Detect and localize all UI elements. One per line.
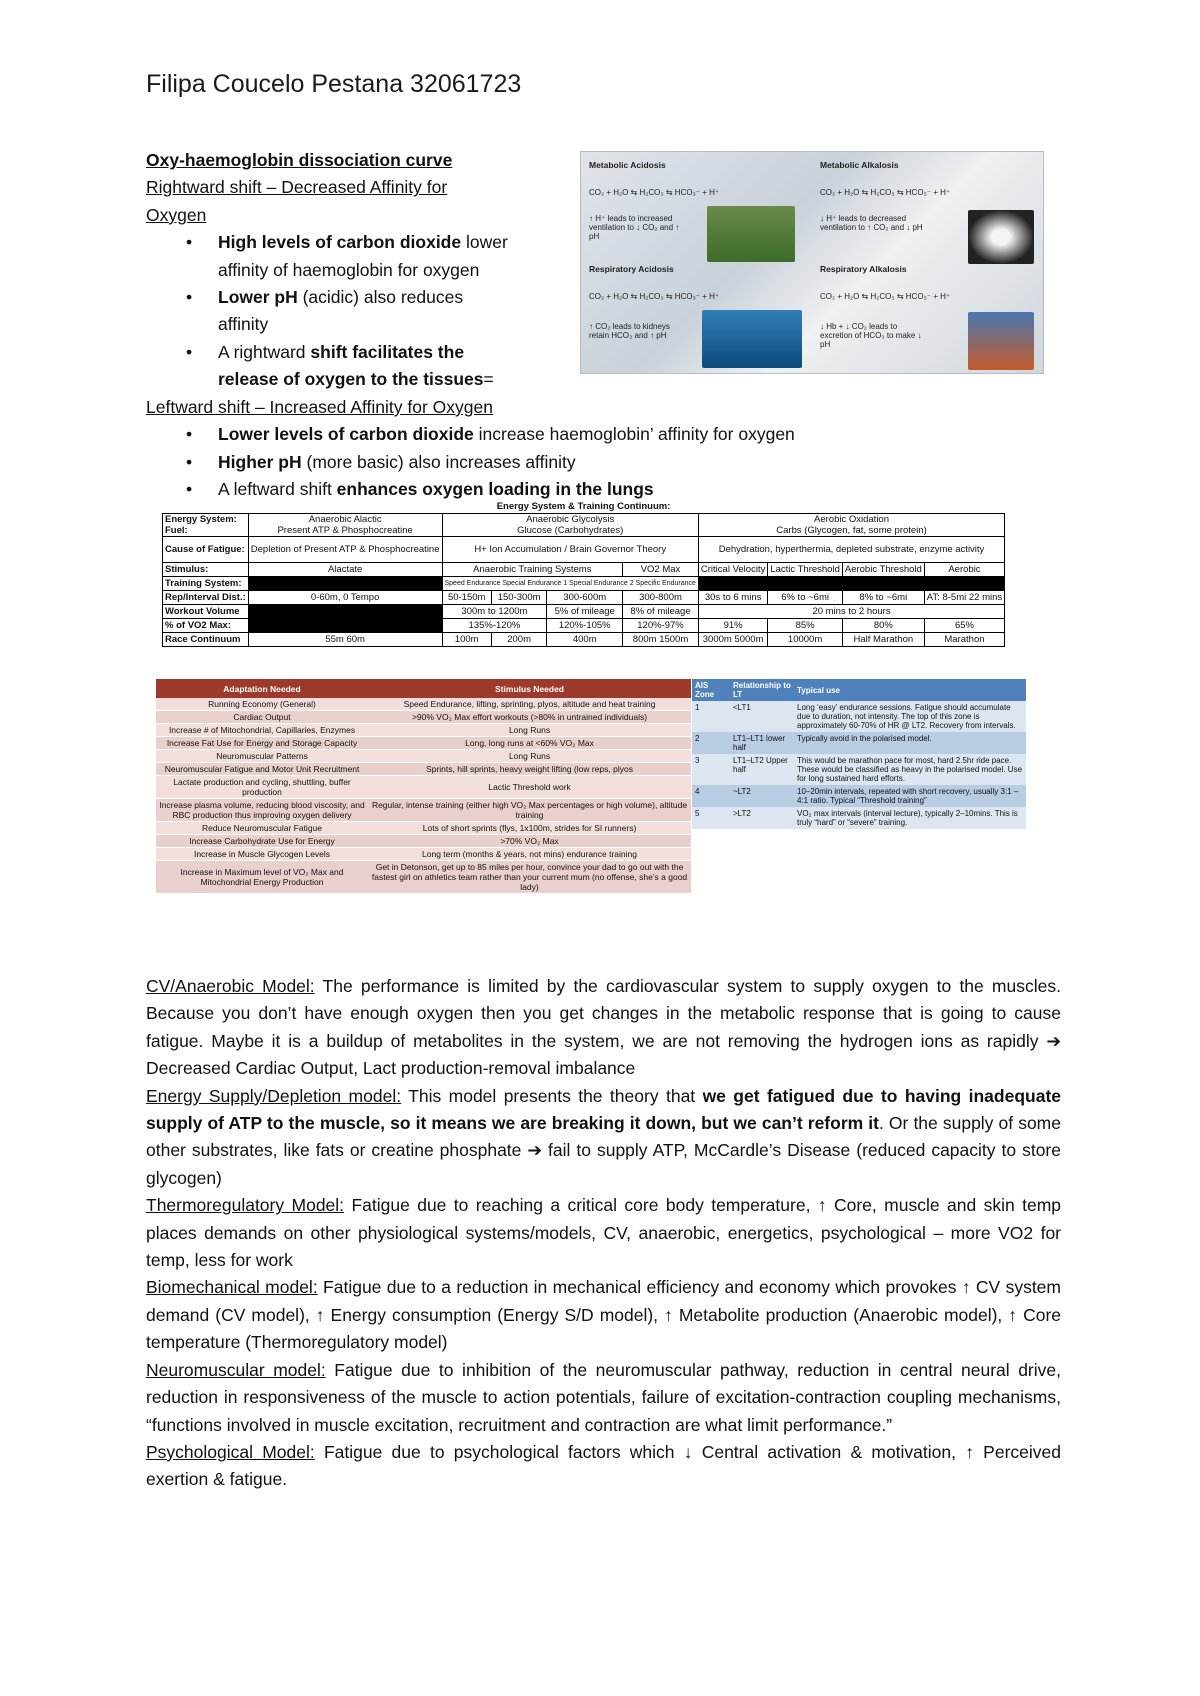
zone-header: AIS Zone — [692, 679, 730, 701]
adaptation-cell: Neuromuscular Patterns — [156, 750, 368, 763]
stim-4: Critical Velocity — [698, 563, 767, 577]
race-2: 100m — [442, 633, 491, 647]
vo2-1: 135%-120% — [442, 619, 547, 633]
adaptation-row — [156, 848, 691, 861]
stimulus-cell: >70% VO₂ Max — [368, 835, 691, 848]
fatigue-3: Dehydration, hyperthermia, depleted substrate, enzyme activity — [698, 537, 1004, 563]
stimulus-cell: Long term (months & years, not mins) endurance training — [368, 848, 691, 861]
vo2-black-cell — [248, 619, 442, 633]
es-alactic — [248, 514, 442, 537]
es3: Aerobic Oxidation — [814, 514, 889, 525]
race-7: 3000m 5000m — [698, 633, 767, 647]
energy-system-label — [163, 514, 249, 537]
continuum-title: Energy System & Training Continuum: — [496, 501, 671, 512]
thermo-model-paragraph — [146, 1192, 1061, 1274]
adaptation-cell: Increase # of Mitochondrial, Capillaries, Enzymes — [156, 724, 368, 737]
vo2-5: 85% — [768, 619, 843, 633]
biomech-model-text: Fatigue due to a reduction in mechanical efficiency and economy which provokes ↑ CV system demand (CV model), ↑ Energy consumption (Energy S/D model), ↑ Metabolite production (Anaerobic model), ↑ Core temperature (Thermoregulatory model) — [146, 1277, 1061, 1353]
p4-note: ↓ Hb + ↓ CO₂ leads to excretion of HCO₃ to make ↓ pH — [820, 322, 922, 349]
panel-respiratory-alkalosis — [818, 264, 1043, 372]
leftward-item-2 — [146, 449, 1046, 476]
l2-bold: Higher pH — [218, 451, 302, 472]
r1-text: lower — [461, 232, 508, 253]
volume-black-cell — [248, 605, 442, 619]
vol-4: 20 mins to 2 hours — [698, 605, 1004, 619]
psych-model-text: Fatigue due to psychological factors which ↓ Central activation & motivation, ↑ Perceived exertion & fatigue. — [146, 1441, 1061, 1490]
r2-text-2: affinity — [218, 314, 269, 335]
zone-row — [692, 701, 1026, 732]
r3-bold: shift facilitates the — [310, 341, 465, 362]
adaptation-row — [156, 711, 691, 724]
rep-4: 300-600m — [547, 591, 623, 605]
energy-model-title: Energy Supply/Depletion model: — [146, 1085, 402, 1106]
rep-7: 6% to ~6mi — [768, 591, 843, 605]
dog-photo — [968, 210, 1034, 264]
adaptation-row — [156, 835, 691, 848]
panel-metabolic-acidosis — [587, 158, 812, 266]
adaptation-row — [156, 776, 691, 799]
models-section — [146, 973, 1061, 1494]
vo2-7: 65% — [924, 619, 1004, 633]
training-black-cell-2 — [698, 577, 1004, 591]
energy-model-bold: we get fatigued due to having inadequate supply of ATP to the muscle, so it means we are breaking it down, but we can’t reform it — [146, 1085, 1061, 1134]
use-header: Typical use — [794, 679, 1026, 701]
runners-photo — [707, 206, 795, 262]
p3-title: Respiratory Acidosis — [589, 264, 674, 274]
es1b: Present ATP & Phosphocreatine — [277, 525, 413, 536]
stim-5: Lactic Threshold — [768, 563, 843, 577]
r3-text: A rightward — [218, 341, 311, 362]
vo2-4: 91% — [698, 619, 767, 633]
thermo-model-title: Thermoregulatory Model: — [146, 1195, 345, 1216]
adaptation-cell: Cardiac Output — [156, 711, 368, 724]
es-glycolysis — [442, 514, 698, 537]
zone-row — [692, 754, 1026, 785]
rep-9-10 — [924, 591, 1004, 605]
stimulus-cell: >90% VO₂ Max effort workouts (>80% in untrained individuals) — [368, 711, 691, 724]
r1-text-2: affinity of haemoglobin for oxygen — [218, 259, 480, 280]
adaptation-row — [156, 763, 691, 776]
zone-number-cell: 5 — [692, 807, 730, 829]
oxy-heading: Oxy-haemoglobin dissociation curve — [146, 150, 453, 170]
zone-table-body — [692, 701, 1026, 829]
rep-6: 30s to 6 mins — [698, 591, 767, 605]
cv-model-text: The performance is limited by the cardiovascular system to supply oxygen to the muscles. Because you don’t have enough oxygen then you get changes in the metabolic response that is going to cause fatigue. Maybe it is a buildup of metabolites in the system, we are not removing the hydrogen ions as rapidly ➔ Decreased Cardiac Output, Lact production-removal imbalance — [146, 976, 1061, 1079]
rep-label: Rep/Interval Dist.: — [163, 591, 249, 605]
es2: Anaerobic Glycolysis — [526, 514, 615, 525]
es1: Anaerobic Alactic — [308, 514, 382, 525]
vol-2: 5% of mileage — [547, 605, 623, 619]
p2-title: Metabolic Alkalosis — [820, 160, 899, 170]
p2-equation: CO₂ + H₂O ⇆ H₂CO₃ ⇆ HCO₃⁻ + H⁺ — [820, 188, 951, 197]
psych-model-title: Psychological Model: — [146, 1441, 315, 1462]
lt-relation-cell: LT1–LT1 lower half — [730, 732, 794, 754]
p4-title: Respiratory Alkalosis — [820, 264, 907, 274]
cv-model-paragraph — [146, 973, 1061, 1083]
p4-equation: CO₂ + H₂O ⇆ H₂CO₃ ⇆ HCO₃⁻ + H⁺ — [820, 292, 951, 301]
rightward-item-3 — [146, 339, 576, 394]
adaptation-cell: Increase in Muscle Glycogen Levels — [156, 848, 368, 861]
rightward-item-1 — [146, 229, 576, 284]
l2-text: (more basic) also increases affinity — [301, 451, 576, 472]
p1-note: ↑ H⁺ leads to increased ventilation to ↓ CO₂ and ↑ pH — [589, 214, 680, 241]
r3-bold-2: release of oxygen to the tissues — [218, 369, 484, 390]
race-9: Half Marathon — [842, 633, 924, 647]
race-5-6 — [623, 633, 699, 647]
document-author-header: Filipa Coucelo Pestana 32061723 — [146, 70, 522, 98]
biomech-model-title: Biomechanical model: — [146, 1277, 318, 1298]
vol-3: 8% of mileage — [623, 605, 699, 619]
rep-5: 300-800m — [623, 591, 699, 605]
stim-6: Aerobic Threshold — [842, 563, 924, 577]
oxy-section — [146, 147, 576, 394]
zone-row — [692, 732, 1026, 754]
energy-model-text-2: . Or the supply of some other substrates, like fats or creatine phosphate ➔ fail to supply ATP, McCardle’s Disease (reduced capacity to store glycogen) — [146, 1113, 1061, 1188]
stim-1: Alactate — [248, 563, 442, 577]
typical-use-cell: Typically avoid in the polarised model. — [794, 732, 1026, 754]
fatigue-2: H+ Ion Accumulation / Brain Governor Theory — [442, 537, 698, 563]
leftward-list — [146, 421, 1046, 503]
adaptation-cell: Increase in Maximum level of VO₂ Max and Mitochondrial Energy Production — [156, 861, 368, 894]
adaptation-header: Adaptation Needed — [156, 679, 368, 698]
typical-use-cell: VO₂ max intervals (interval lecture), typically 2–10mins. This is truly “hard” or “severe” training. — [794, 807, 1026, 829]
typical-use-cell: 10–20min intervals, repeated with short recovery, usually 3:1 – 4:1 ratio. Typical “Threshold training” — [794, 785, 1026, 807]
r1-bold: High levels of carbon dioxide — [218, 232, 462, 253]
panel-metabolic-alkalosis — [818, 158, 1043, 266]
acid-base-collage-image — [580, 151, 1044, 374]
race-5: 800m — [632, 634, 657, 645]
climber-photo — [968, 312, 1034, 370]
fatigue-1: Depletion of Present ATP & Phosphocreatine — [248, 537, 442, 563]
stimulus-cell: Get in Detonson, get up to 85 miles per hour, convince your dad to go out with the fastest girl on athletics team rather than your current mum (no offense, she’s a good lady) — [368, 861, 691, 894]
stimulus-cell: Lactic Threshold work — [368, 776, 691, 799]
stimulus-cell: Regular, intense training (either high VO₂ Max percentages or high volume), altitude training — [368, 799, 691, 822]
training-system-label: Training System: — [163, 577, 249, 591]
adaptation-cell: Neuromuscular Fatigue and Motor Unit Recruitment — [156, 763, 368, 776]
adaptation-cell: Reduce Neuromuscular Fatigue — [156, 822, 368, 835]
stimulus-header: Stimulus Needed — [368, 679, 691, 698]
neuro-model-title: Neuromuscular model: — [146, 1359, 326, 1380]
rightward-title: Rightward shift – Decreased Affinity for — [146, 177, 448, 198]
stimulus-cell: Long Runs — [368, 724, 691, 737]
race-4: 400m — [547, 633, 623, 647]
adaptation-cell: Running Economy (General) — [156, 698, 368, 711]
adaptation-row — [156, 799, 691, 822]
adaptation-row — [156, 724, 691, 737]
p3-note: ↑ CO₂ leads to kidneys retain HCO₃ and ↑ pH — [589, 322, 670, 340]
stim-7: Aerobic — [924, 563, 1004, 577]
volume-label: Workout Volume — [163, 605, 249, 619]
r2-bold: Lower pH — [218, 287, 298, 308]
race-8: 10000m — [768, 633, 843, 647]
l3-bold: enhances oxygen loading in the lungs — [336, 479, 654, 500]
biomech-model-paragraph — [146, 1274, 1061, 1356]
energy-model-text-1: This model presents the theory that — [401, 1085, 703, 1106]
race-6: 1500m — [659, 634, 689, 645]
leftward-title: Leftward shift – Increased Affinity for Oxygen — [146, 397, 493, 417]
psych-model-paragraph — [146, 1439, 1061, 1494]
lt-relation-cell: ~LT2 — [730, 785, 794, 807]
zone-number-cell: 2 — [692, 732, 730, 754]
lt-relation-cell: <LT1 — [730, 701, 794, 732]
zone-row — [692, 807, 1026, 829]
l3-text: A leftward shift — [218, 479, 337, 500]
es-oxidation — [698, 514, 1004, 537]
r3-eq: = — [483, 369, 494, 390]
rep-3: 150-300m — [491, 591, 547, 605]
stimulus-cell: Lots of short sprints (flys, 1x100m, strides for SI runners) — [368, 822, 691, 835]
typical-use-cell: This would be marathon pace for most, hard 2.5hr ride pace. These would be classified as heavy in the polarised model. Use for long sustained hard efforts. — [794, 754, 1026, 785]
adaptation-cell: Increase plasma volume, reducing blood viscosity, and RBC production thus improving oxygen delivery — [156, 799, 368, 822]
l1-bold: Lower levels of carbon dioxide — [218, 424, 474, 445]
vo2-6: 80% — [842, 619, 924, 633]
adaptation-row — [156, 822, 691, 835]
neuro-model-paragraph — [146, 1357, 1061, 1439]
lt-relation-cell: >LT2 — [730, 807, 794, 829]
p1-equation: CO₂ + H₂O ⇆ H₂CO₃ ⇆ HCO₃⁻ + H⁺ — [589, 188, 720, 197]
p3-equation: CO₂ + H₂O ⇆ H₂CO₃ ⇆ HCO₃⁻ + H⁺ — [589, 292, 720, 301]
rep-9: AT: 8-5mi — [926, 592, 967, 603]
energy-model-paragraph — [146, 1083, 1061, 1193]
lt-header: Relationship to LT — [730, 679, 794, 701]
panel-respiratory-acidosis — [587, 264, 812, 372]
fatigue-label: Cause of Fatigue: — [163, 537, 249, 563]
adaptation-table — [156, 679, 691, 894]
vol-1: 300m to 1200m — [442, 605, 547, 619]
p2-note: ↓ H⁺ leads to decreased ventilation to ↑ CO₂ and ↓ pH — [820, 214, 923, 232]
leftward-section — [146, 394, 1046, 504]
rep-1: 0-60m, 0 Tempo — [248, 591, 442, 605]
zone-number-cell: 4 — [692, 785, 730, 807]
r2-text: (acidic) also reduces — [297, 287, 464, 308]
l1-text: increase haemoglobin’ affinity for oxygen — [473, 424, 795, 445]
adaptation-cell: Lactate production and cycling, shuttling, buffer production — [156, 776, 368, 799]
adaptation-cell: Increase Fat Use for Energy and Storage Capacity — [156, 737, 368, 750]
adaptation-row — [156, 737, 691, 750]
adaptation-cell: Increase Carbohydrate Use for Energy — [156, 835, 368, 848]
cv-model-title: CV/Anaerobic Model: — [146, 976, 315, 996]
stimulus-cell: Speed Endurance, lifting, sprinting, plyos, altitude and heat training — [368, 698, 691, 711]
race-3: 200m — [491, 633, 547, 647]
adaptation-table-body — [156, 698, 691, 894]
lt-relation-cell: LT1–LT2 Upper half — [730, 754, 794, 785]
vo2-3: 120%-97% — [623, 619, 699, 633]
rightward-item-2 — [146, 284, 576, 339]
stim-2: Anaerobic Training Systems — [442, 563, 623, 577]
es2b: Glucose (Carbohydrates) — [517, 525, 624, 536]
training-2: Speed Endurance Special Endurance 1 Special Endurance 2 Specific Endurance — [442, 577, 698, 591]
rep-10: 22 mins — [968, 592, 1003, 603]
vo2-label: % of VO2 Max: — [163, 619, 249, 633]
stimulus-cell: Sprints, hill sprints, heavy weight lifting (low reps, plyos — [368, 763, 691, 776]
stimulus-cell: Long Runs — [368, 750, 691, 763]
vo2-2: 120%-105% — [547, 619, 623, 633]
zone-number-cell: 1 — [692, 701, 730, 732]
leftward-item-1 — [146, 421, 1046, 448]
training-black-cell — [248, 577, 442, 591]
rep-2: 50-150m — [442, 591, 491, 605]
adaptation-row — [156, 861, 691, 894]
adaptation-row — [156, 750, 691, 763]
fuel-label: Fuel: — [165, 525, 188, 536]
rightward-title-2: Oxygen — [146, 204, 207, 225]
zone-row — [692, 785, 1026, 807]
stimulus-cell: Long, long runs at <60% VO₂ Max — [368, 737, 691, 750]
rightward-list — [146, 229, 576, 393]
race-10: Marathon — [924, 633, 1004, 647]
typical-use-cell: Long ‘easy’ endurance sessions. Fatigue should accumulate due to duration, not intensity. The top of this zone is approximately 60-70% of HR @ LT2. Recovery from intervals. — [794, 701, 1026, 732]
race-label: Race Continuum — [163, 633, 249, 647]
energy-continuum-table — [162, 500, 1005, 647]
stim-3: VO2 Max — [623, 563, 699, 577]
race-1: 55m 60m — [248, 633, 442, 647]
rep-8: 8% to ~6mi — [842, 591, 924, 605]
stimulus-label: Stimulus: — [163, 563, 249, 577]
es3b: Carbs (Glycogen, fat, some protein) — [776, 525, 927, 536]
swimmer-photo — [702, 310, 802, 368]
zone-number-cell: 3 — [692, 754, 730, 785]
thermo-model-text: Fatigue due to reaching a critical core body temperature, ↑ Core, muscle and skin temp places demands on other physiological systems/models, CV, anaerobic, energetics, psychological – more VO2 for temp, less for work — [146, 1195, 1062, 1271]
es-label: Energy System: — [165, 514, 237, 525]
neuro-model-text: Fatigue due to inhibition of the neuromuscular pathway, reduction in central neural drive, reduction in responsiveness of the muscle to action potentials, failure of excitation-contraction coupling mechanisms, “functions involved in muscle excitation, recruitment and contraction are what limit performance.” — [146, 1359, 1061, 1435]
ais-zone-table — [692, 679, 1026, 829]
p1-title: Metabolic Acidosis — [589, 160, 666, 170]
adaptation-row — [156, 698, 691, 711]
